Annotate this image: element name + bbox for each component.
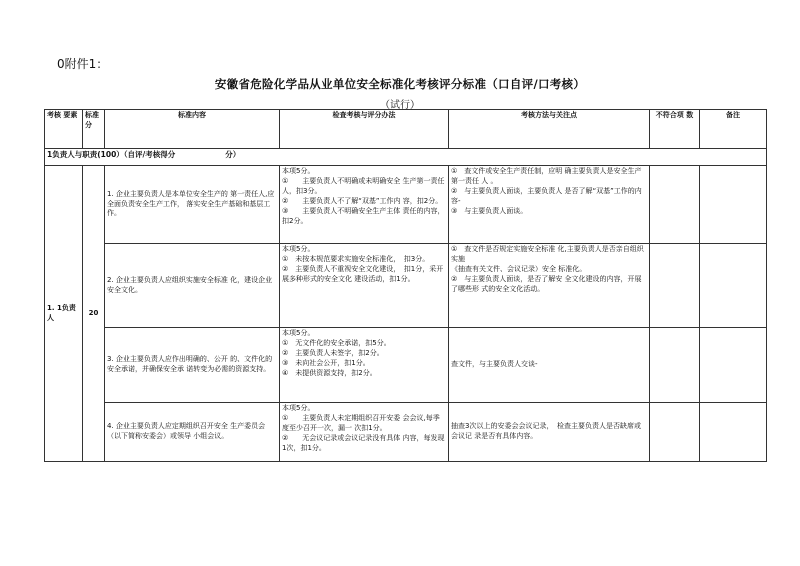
content-cell: 3. 企业主要负责人应作出明确的、公开 的、文件化的安全承诺，并确保安全承 诺转变为必需的资源支持。: [105, 328, 280, 403]
header-element: 考核 要素: [45, 110, 83, 149]
header-noncompliance: 不符合项 数: [650, 110, 700, 149]
method-line: ② 主要负责人不了解“双基”工作内 容，扣2分。: [282, 196, 443, 205]
method-line: ④ 未提供资源支持，扣2分。: [282, 368, 377, 377]
remarks-cell: [700, 403, 767, 462]
focus-line: ② 与主要负责人面谈，主要负责人 是否了解“双基”工作的内容-: [451, 186, 642, 205]
method-line: 本项5分。: [282, 329, 315, 337]
method-line: ② 主要负责人不重视安全文化建设， 扣1分，采开展多种形式的安全文化 建设活动，扣1分。: [282, 264, 444, 283]
method-line: ③ 未向社会公开，扣1分。: [282, 358, 370, 367]
method-cell: [280, 166, 449, 244]
focus-cell: [449, 166, 650, 244]
table-header-row: [45, 110, 767, 149]
method-line: ① 无文件化的安全承诺，扣5分。: [282, 338, 391, 347]
focus-line: ① 查文件是否规定实施安全标准 化,主要负责人是否亲自组织实施: [451, 245, 644, 263]
header-method: 检查考核与评分办法: [280, 110, 449, 149]
table-row: [45, 244, 767, 328]
content-cell: 4. 企业主要负责人应定期组织召开安全 生产委员会（以下简称安委会）或领导 小组会议。: [105, 403, 280, 462]
header-standard-score: 标准分: [83, 110, 105, 149]
noncompliance-cell: [650, 403, 700, 462]
method-line: 本项5分。: [282, 404, 315, 412]
focus-cell: [449, 403, 650, 462]
method-line: ② 主要负责人未签字，扣2分。: [282, 348, 384, 357]
scoring-table: [44, 109, 767, 462]
section-title: [45, 149, 767, 166]
content-cell: 2. 企业主要负责人应组织实施安全标准 化，建设企业安全文化。: [105, 244, 280, 328]
method-line: ① 未按本规范要求实施安全标准化， 扣3分。: [282, 254, 430, 263]
header-focus: 考核方法与关注点: [449, 110, 650, 149]
content-cell: 1. 企业主要负责人是本单位安全生产的 第一责任人,应全面负责安全生产工作， 落实安全生产基础和基层工作。: [105, 166, 280, 244]
remarks-cell: [700, 166, 767, 244]
focus-line: 查文件，与主要负责人交谈-: [451, 360, 538, 369]
header-content: 标准内容: [105, 110, 280, 149]
section-suffix: 分）: [225, 150, 241, 159]
noncompliance-cell: [650, 328, 700, 403]
method-cell: [280, 328, 449, 403]
method-line: ① 主要负责人不明确或未明确安全 生产第一责任人，扣3分。: [282, 176, 445, 195]
element-cell: 1. 1负责人: [45, 166, 83, 462]
remarks-cell: [700, 244, 767, 328]
method-cell: [280, 403, 449, 462]
method-line: ② 无会议记录或会议记录没有具体 内容，每发现1次，扣1分。: [282, 433, 445, 452]
header-remarks: 备注: [700, 110, 767, 149]
method-line: ③ 主要负责人不明确安全生产主体 责任的内容，扣2分。: [282, 206, 445, 225]
method-cell: [280, 244, 449, 328]
focus-line: ② 与主要负责人面谈，是否了解安 全文化建设的内容，开展了哪些形 式的安全文化活动。: [451, 274, 642, 293]
document-subtitle: （试行）: [380, 100, 420, 111]
focus-cell: [449, 328, 650, 403]
noncompliance-cell: [650, 166, 700, 244]
method-line: ① 主要负责人未定期组织召开安委 会会议,每季度至少召开一次，漏一 次扣1分。: [282, 413, 440, 432]
focus-cell: [449, 244, 650, 328]
remarks-cell: [700, 328, 767, 403]
table-row: [45, 403, 767, 462]
score-cell: 20: [83, 166, 105, 462]
focus-line: ③ 与主要负责人面谈。: [451, 206, 528, 215]
document-title: 安徽省危险化学品从业单位安全标准化考核评分标准（口自评/口考核）: [214, 77, 586, 91]
focus-line: ① 查文件或安全生产责任制，应明 确主要负责人是安全生产第一责任 人 。: [451, 167, 642, 185]
focus-line: 抽查3次以上的安委会会议记录， 检查主要负责人是否缺席或会议记 录是否有具体内容。: [451, 422, 641, 440]
focus-line: 《抽查有关文件、会议记录）安全 标准化。: [451, 264, 587, 273]
table-row: [45, 166, 767, 244]
method-line: 本项5分。: [282, 167, 315, 175]
section-label: 1负责人与职责(100）（自评/考核得分: [47, 150, 176, 159]
attachment-label: 0附件1：: [57, 57, 109, 71]
table-row: [45, 328, 767, 403]
section-row: [45, 149, 767, 166]
method-line: 本项5分。: [282, 245, 315, 253]
noncompliance-cell: [650, 244, 700, 328]
